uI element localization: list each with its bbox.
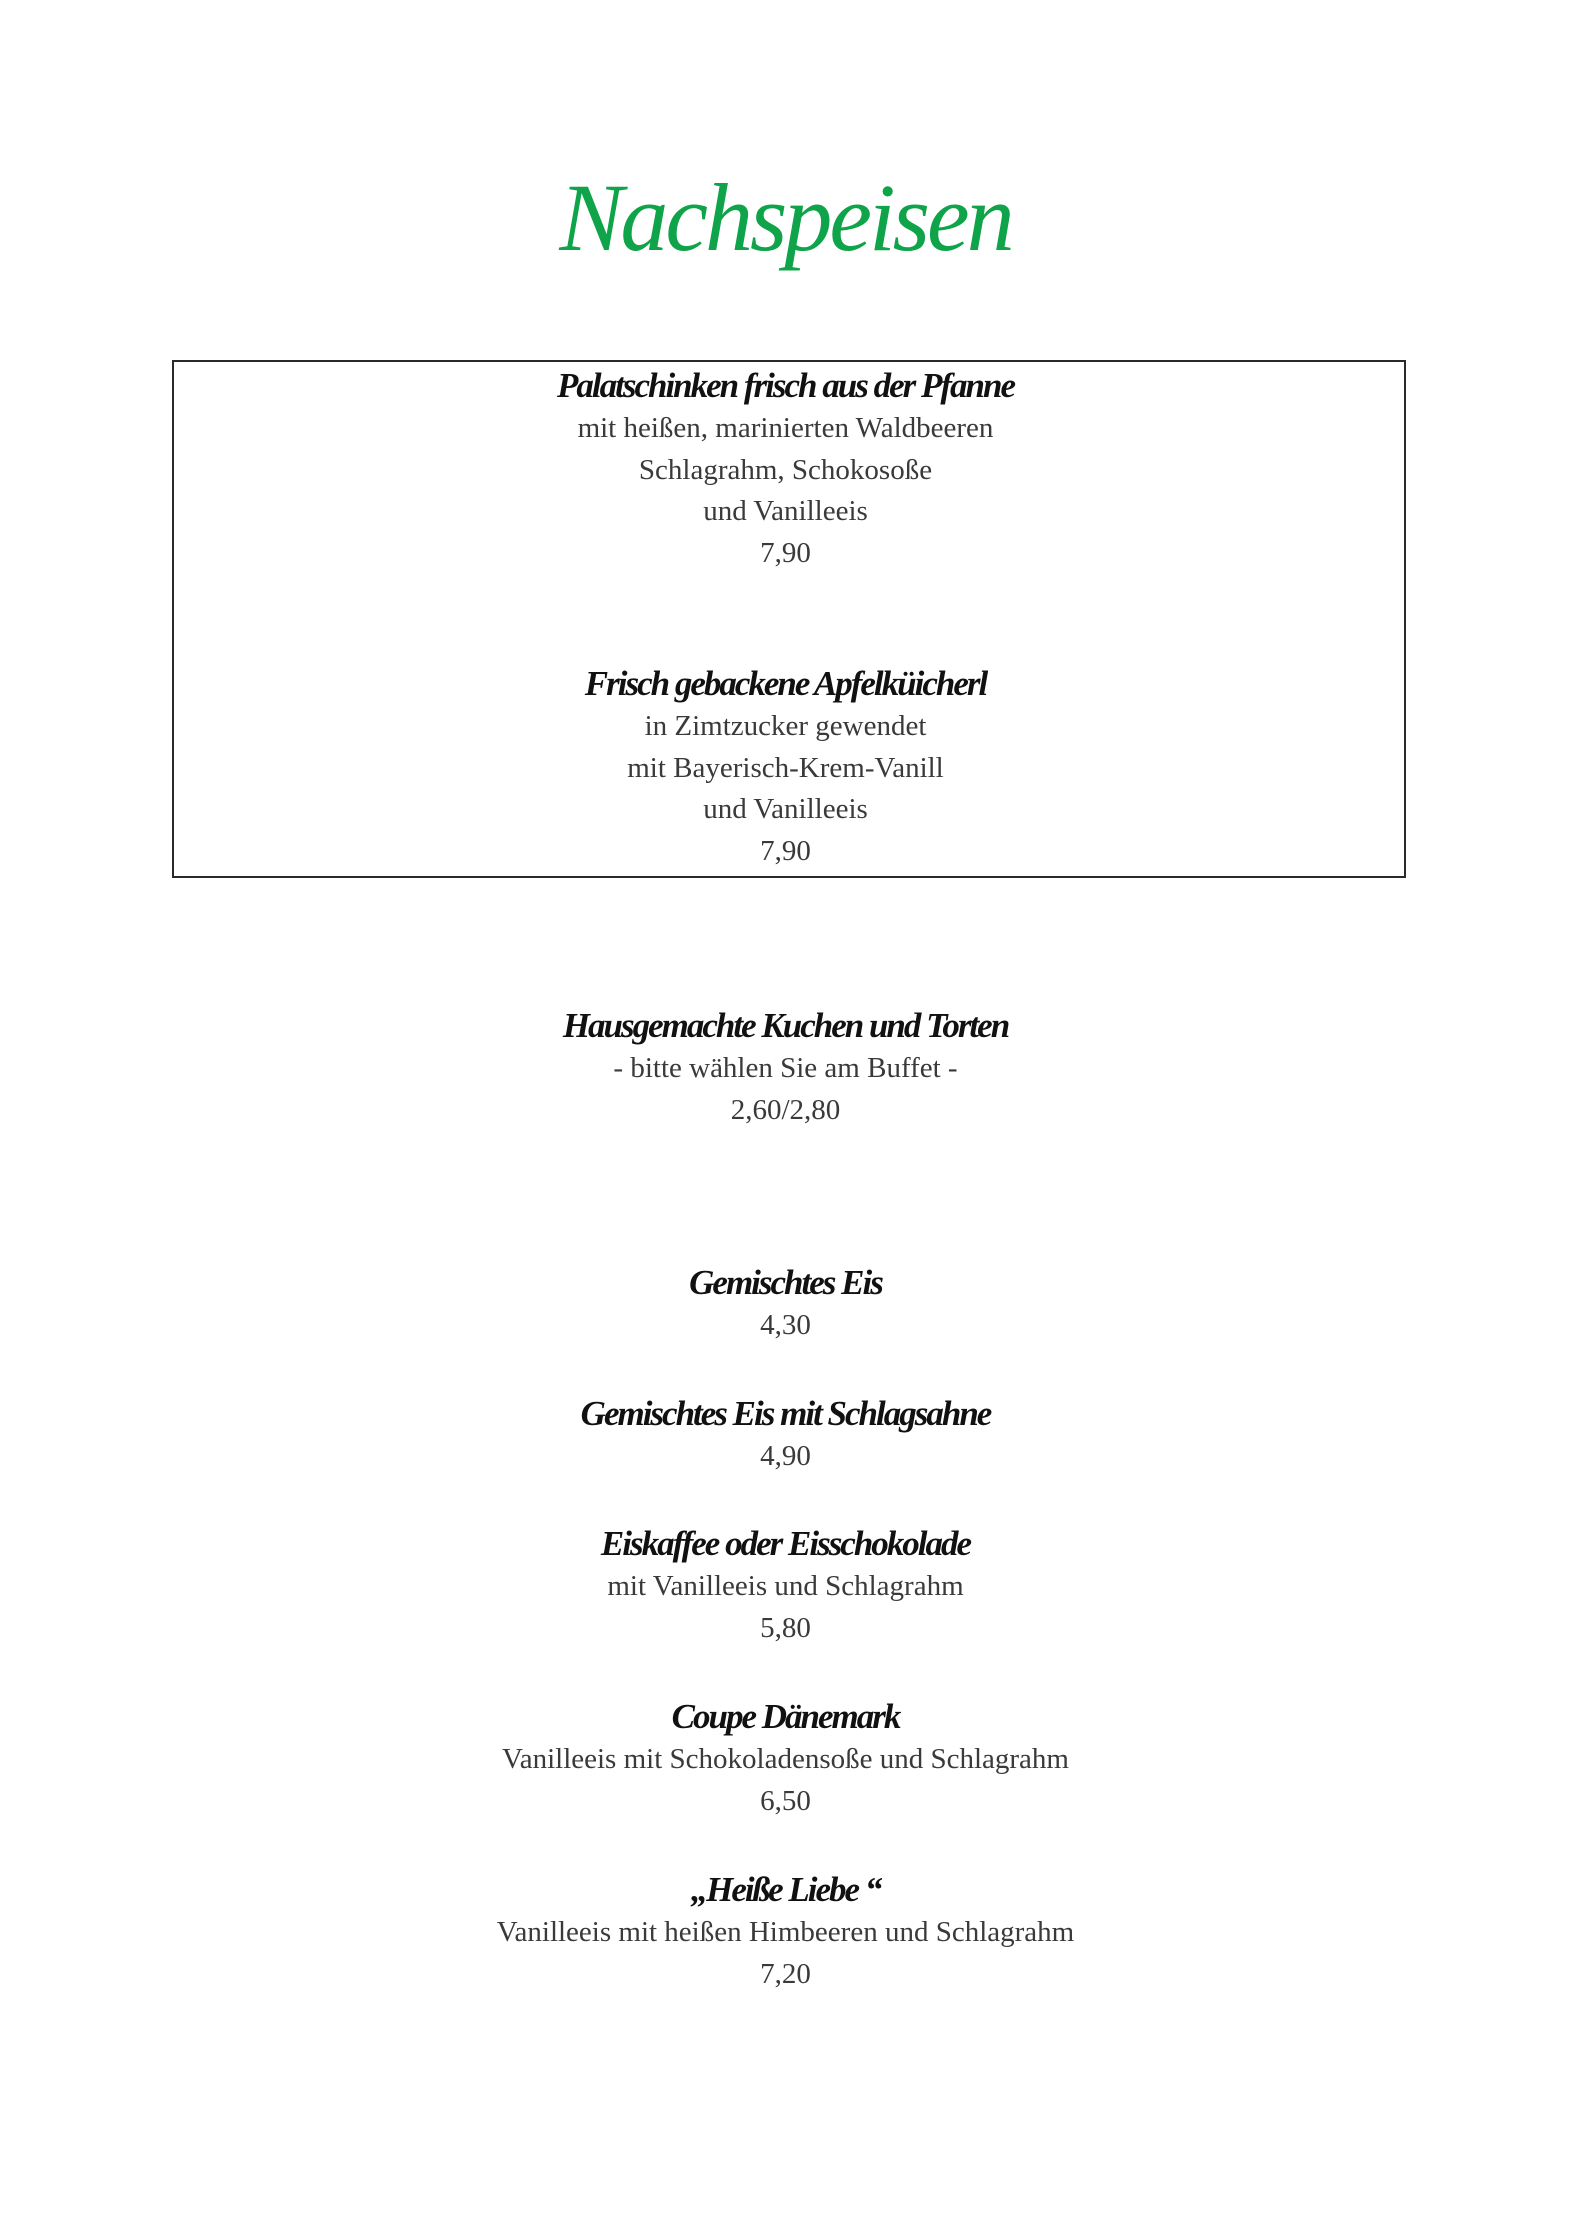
item-name: Coupe Dänemark bbox=[671, 1697, 900, 1736]
item-price: 7,20 bbox=[760, 1957, 811, 1990]
item-description: mit Vanilleeis und Schlagrahm bbox=[607, 1570, 964, 1602]
menu-item-coupe-daenemark bbox=[0, 1695, 1571, 1822]
item-name: „Heiße Liebe “ bbox=[690, 1870, 881, 1909]
item-price: 4,90 bbox=[760, 1440, 811, 1472]
item-name: Eiskaffee oder Eisschokolade bbox=[600, 1524, 971, 1563]
item-description: in Zimtzucker gewendet bbox=[644, 710, 927, 742]
item-description: - bitte wählen Sie am Buffet - bbox=[613, 1052, 958, 1084]
menu-item-kuchen bbox=[0, 1004, 1571, 1131]
item-price: 2,60/2,80 bbox=[730, 1093, 841, 1126]
menu-item-eis-schlagsahne bbox=[0, 1392, 1571, 1478]
page-title: Nachspeisen bbox=[559, 164, 1012, 271]
menu-item-gemischtes-eis bbox=[0, 1261, 1571, 1347]
item-price: 4,30 bbox=[760, 1309, 811, 1341]
item-description: und Vanilleeis bbox=[703, 495, 868, 527]
item-price: 5,80 bbox=[760, 1611, 811, 1644]
menu-item-heisse-liebe bbox=[0, 1868, 1571, 1995]
item-description: mit Bayerisch-Krem-Vanill bbox=[627, 751, 944, 784]
item-name: Frisch gebackene Apfelküicherl bbox=[584, 664, 987, 703]
menu-item-palatschinken bbox=[0, 364, 1571, 574]
item-description: Vanilleeis mit heißen Himbeeren und Schlagrahm bbox=[496, 1916, 1075, 1948]
item-description: Vanilleeis mit Schokoladensoße und Schlagrahm bbox=[501, 1743, 1069, 1775]
menu-item-apfelkuecherl bbox=[0, 662, 1571, 872]
item-price: 7,90 bbox=[760, 834, 811, 867]
menu-item-eiskaffee bbox=[0, 1522, 1571, 1649]
item-price: 7,90 bbox=[760, 536, 811, 569]
item-description: Schlagrahm, Schokosoße bbox=[638, 453, 933, 486]
item-description: mit heißen, marinierten Waldbeeren bbox=[577, 412, 994, 444]
item-description: und Vanilleeis bbox=[703, 793, 868, 825]
item-name: Gemischtes Eis bbox=[689, 1263, 882, 1302]
item-name: Palatschinken frisch aus der Pfanne bbox=[557, 366, 1014, 405]
item-name: Gemischtes Eis mit Schlagsahne bbox=[580, 1394, 991, 1433]
item-name: Hausgemachte Kuchen und Torten bbox=[562, 1006, 1009, 1045]
item-price: 6,50 bbox=[760, 1784, 811, 1817]
